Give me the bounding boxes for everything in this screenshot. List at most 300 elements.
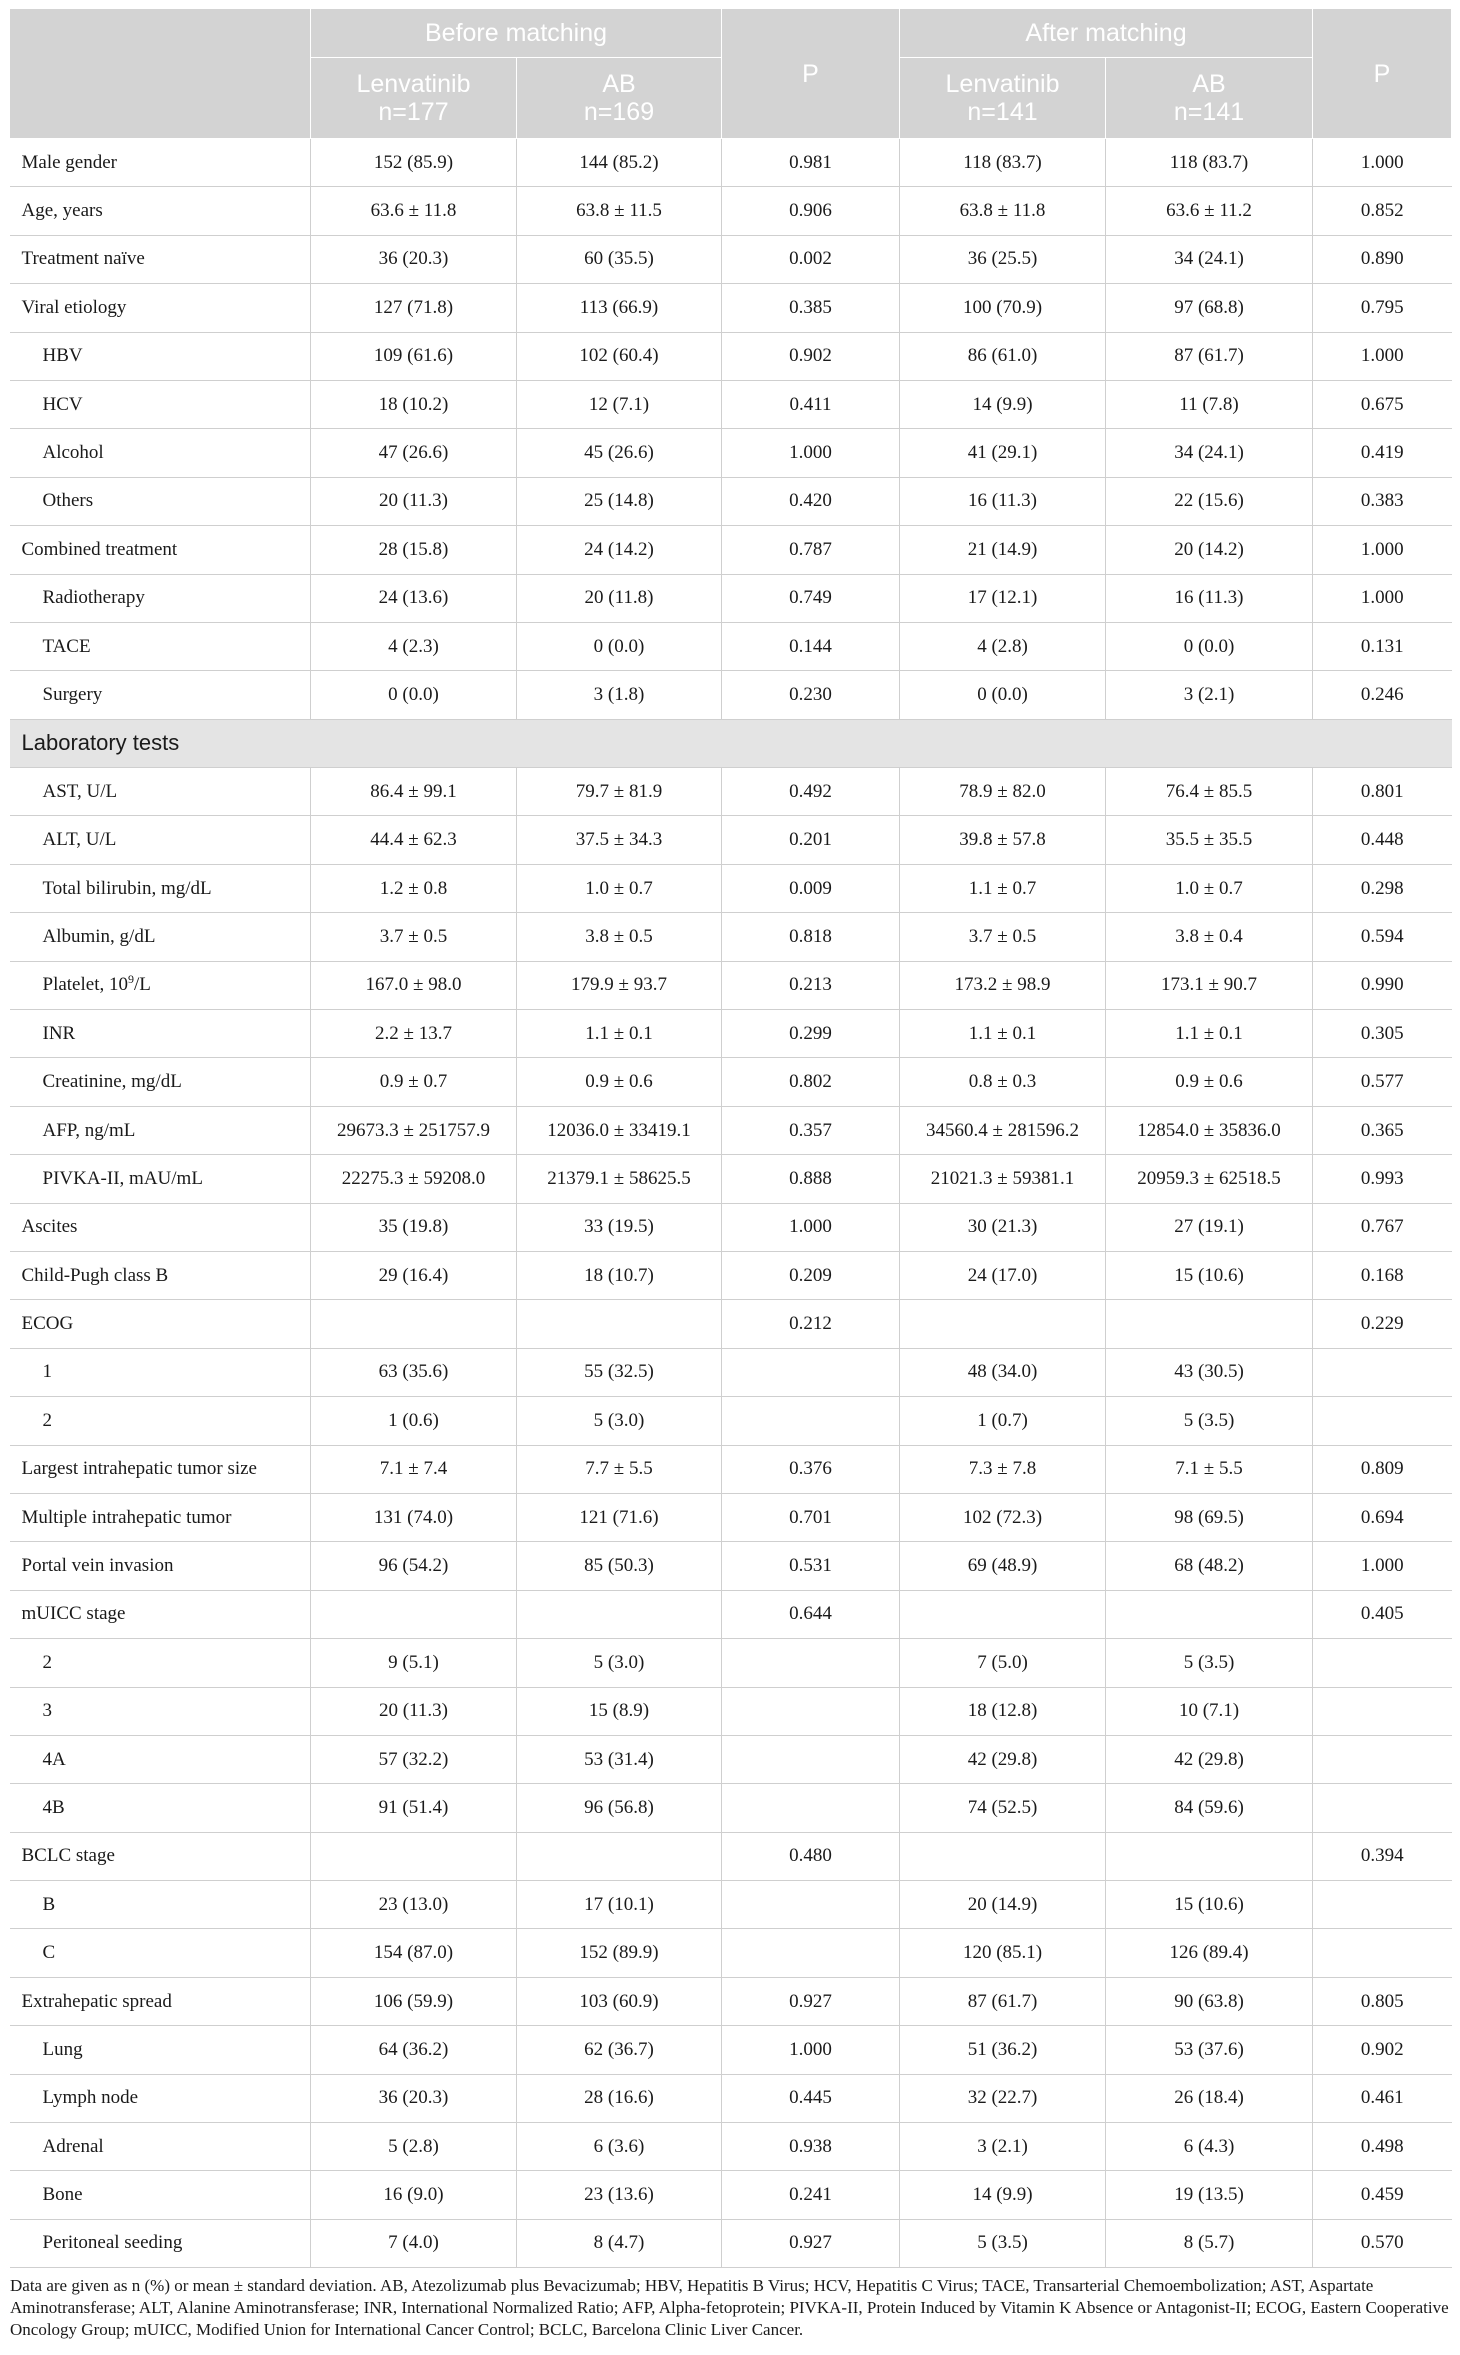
row-label-text: Multiple intrahepatic tumor xyxy=(21,1506,232,1528)
table-row xyxy=(10,1203,1452,1251)
after-ab-cell xyxy=(1106,1832,1313,1880)
row-label-text: Others xyxy=(42,490,94,512)
row-label-text: Treatment naïve xyxy=(21,248,145,270)
before-lenvatinib-cell: 20 (11.3) xyxy=(311,1687,517,1735)
header-p-after: P xyxy=(1313,9,1452,139)
before-lenvatinib-cell: 47 (26.6) xyxy=(311,429,517,477)
row-label xyxy=(10,622,311,670)
before-ab-cell: 23 (13.6) xyxy=(517,2171,722,2219)
row-label xyxy=(10,816,311,864)
table-row xyxy=(10,429,1452,477)
after-lenvatinib-cell: 18 (12.8) xyxy=(900,1687,1106,1735)
row-label-text: 2 xyxy=(42,1409,52,1431)
before-lenvatinib-cell: 131 (74.0) xyxy=(311,1493,517,1541)
before-ab-cell: 17 (10.1) xyxy=(517,1881,722,1929)
row-label xyxy=(10,526,311,574)
row-label-text: Total bilirubin, mg/dL xyxy=(42,877,212,899)
header-after-matching: After matching xyxy=(900,9,1313,58)
after-p-value: 1.000 xyxy=(1313,1542,1452,1590)
after-ab-cell: 98 (69.5) xyxy=(1106,1493,1313,1541)
after-lenvatinib-cell: 173.2 ± 98.9 xyxy=(900,961,1106,1009)
section-row xyxy=(10,719,1452,767)
after-p-value: 0.168 xyxy=(1313,1251,1452,1299)
before-p-value: 0.888 xyxy=(722,1155,900,1203)
table-row xyxy=(10,574,1452,622)
table-row xyxy=(10,1397,1452,1445)
after-p-value: 0.675 xyxy=(1313,380,1452,428)
after-lenvatinib-cell: 14 (9.9) xyxy=(900,2171,1106,2219)
row-label-text: mUICC stage xyxy=(21,1603,126,1625)
before-ab-cell: 25 (14.8) xyxy=(517,477,722,525)
row-label xyxy=(10,1397,311,1445)
before-ab-cell: 0 (0.0) xyxy=(517,622,722,670)
before-lenvatinib-cell: 96 (54.2) xyxy=(311,1542,517,1590)
row-label-text: AFP, ng/mL xyxy=(42,1119,136,1141)
before-p-value: 0.144 xyxy=(722,622,900,670)
after-p-value: 0.890 xyxy=(1313,235,1452,283)
before-p-value: 0.009 xyxy=(722,864,900,912)
table-row xyxy=(10,1155,1452,1203)
after-lenvatinib-cell: 118 (83.7) xyxy=(900,139,1106,187)
before-p-value: 0.212 xyxy=(722,1300,900,1348)
table-row xyxy=(10,1784,1452,1832)
row-label xyxy=(10,1735,311,1783)
row-label-text: TACE xyxy=(42,635,91,657)
table-row xyxy=(10,1977,1452,2025)
after-p-value: 0.405 xyxy=(1313,1590,1452,1638)
table-row xyxy=(10,2219,1452,2267)
before-ab-cell: 1.1 ± 0.1 xyxy=(517,1010,722,1058)
row-label xyxy=(10,235,311,283)
before-ab-cell: 179.9 ± 93.7 xyxy=(517,961,722,1009)
row-label-text: ALT, U/L xyxy=(42,829,117,851)
table-row xyxy=(10,1832,1452,1880)
before-ab-cell: 152 (89.9) xyxy=(517,1929,722,1977)
row-label xyxy=(10,1106,311,1154)
before-lenvatinib-cell: 91 (51.4) xyxy=(311,1784,517,1832)
row-label-suffix: /L xyxy=(133,974,151,996)
after-ab-cell: 22 (15.6) xyxy=(1106,477,1313,525)
before-p-value: 1.000 xyxy=(722,2026,900,2074)
after-p-value: 0.419 xyxy=(1313,429,1452,477)
row-label xyxy=(10,139,311,187)
row-label xyxy=(10,1493,311,1541)
before-lenvatinib-cell xyxy=(311,1300,517,1348)
before-p-value: 0.376 xyxy=(722,1445,900,1493)
table-row xyxy=(10,1929,1452,1977)
header-after-ab: AB n=141 xyxy=(1106,58,1313,139)
after-p-value: 0.767 xyxy=(1313,1203,1452,1251)
after-p-value: 0.570 xyxy=(1313,2219,1452,2267)
after-lenvatinib-cell: 74 (52.5) xyxy=(900,1784,1106,1832)
table-row xyxy=(10,1639,1452,1687)
after-p-value xyxy=(1313,1639,1452,1687)
row-label-text: Albumin, g/dL xyxy=(42,925,156,947)
row-label xyxy=(10,284,311,332)
after-lenvatinib-cell: 69 (48.9) xyxy=(900,1542,1106,1590)
after-ab-cell: 173.1 ± 90.7 xyxy=(1106,961,1313,1009)
before-lenvatinib-cell: 23 (13.0) xyxy=(311,1881,517,1929)
after-p-value: 0.902 xyxy=(1313,2026,1452,2074)
before-p-value: 0.787 xyxy=(722,526,900,574)
after-lenvatinib-cell: 34560.4 ± 281596.2 xyxy=(900,1106,1106,1154)
after-lenvatinib-cell: 30 (21.3) xyxy=(900,1203,1106,1251)
after-lenvatinib-cell: 5 (3.5) xyxy=(900,2219,1106,2267)
after-lenvatinib-cell xyxy=(900,1832,1106,1880)
after-ab-cell: 12854.0 ± 35836.0 xyxy=(1106,1106,1313,1154)
before-p-value: 0.492 xyxy=(722,768,900,816)
after-lenvatinib-cell xyxy=(900,1590,1106,1638)
after-p-value: 0.990 xyxy=(1313,961,1452,1009)
before-p-value: 0.802 xyxy=(722,1058,900,1106)
after-lenvatinib-cell: 7.3 ± 7.8 xyxy=(900,1445,1106,1493)
after-lenvatinib-cell: 1.1 ± 0.1 xyxy=(900,1010,1106,1058)
before-ab-cell: 5 (3.0) xyxy=(517,1397,722,1445)
before-p-value xyxy=(722,1929,900,1977)
table-row xyxy=(10,2074,1452,2122)
after-ab-cell: 90 (63.8) xyxy=(1106,1977,1313,2025)
after-ab-cell: 20 (14.2) xyxy=(1106,526,1313,574)
before-lenvatinib-cell: 63.6 ± 11.8 xyxy=(311,187,517,235)
before-p-value: 0.213 xyxy=(722,961,900,1009)
before-lenvatinib-cell: 1 (0.6) xyxy=(311,1397,517,1445)
row-label-text: Radiotherapy xyxy=(42,587,145,609)
before-lenvatinib-cell: 7 (4.0) xyxy=(311,2219,517,2267)
before-p-value xyxy=(722,1784,900,1832)
before-ab-cell: 6 (3.6) xyxy=(517,2123,722,2171)
before-lenvatinib-cell: 64 (36.2) xyxy=(311,2026,517,2074)
before-lenvatinib-cell: 152 (85.9) xyxy=(311,139,517,187)
before-ab-cell: 55 (32.5) xyxy=(517,1348,722,1396)
after-p-value: 1.000 xyxy=(1313,332,1452,380)
before-lenvatinib-cell: 167.0 ± 98.0 xyxy=(311,961,517,1009)
after-p-value: 1.000 xyxy=(1313,526,1452,574)
row-label xyxy=(10,1832,311,1880)
before-ab-cell: 37.5 ± 34.3 xyxy=(517,816,722,864)
after-lenvatinib-cell: 48 (34.0) xyxy=(900,1348,1106,1396)
row-label-text: Peritoneal seeding xyxy=(42,2232,183,2254)
after-p-value: 0.852 xyxy=(1313,187,1452,235)
before-lenvatinib-cell: 0.9 ± 0.7 xyxy=(311,1058,517,1106)
row-label-text: AST, U/L xyxy=(42,780,118,802)
header-p-before: P xyxy=(722,9,900,139)
after-ab-cell: 34 (24.1) xyxy=(1106,429,1313,477)
after-ab-cell: 7.1 ± 5.5 xyxy=(1106,1445,1313,1493)
row-label xyxy=(10,1784,311,1832)
table-row xyxy=(10,1542,1452,1590)
before-lenvatinib-cell: 0 (0.0) xyxy=(311,671,517,719)
row-label-text: Largest intrahepatic tumor size xyxy=(21,1458,257,1480)
before-lenvatinib-cell xyxy=(311,1590,517,1638)
table-row xyxy=(10,2171,1452,2219)
after-ab-cell xyxy=(1106,1590,1313,1638)
row-label xyxy=(10,477,311,525)
table-row xyxy=(10,526,1452,574)
before-lenvatinib-cell: 36 (20.3) xyxy=(311,2074,517,2122)
before-p-value: 0.201 xyxy=(722,816,900,864)
before-ab-cell: 7.7 ± 5.5 xyxy=(517,1445,722,1493)
table-body xyxy=(10,139,1452,2268)
before-ab-cell: 5 (3.0) xyxy=(517,1639,722,1687)
row-label-text: 3 xyxy=(42,1700,52,1722)
after-p-value: 0.459 xyxy=(1313,2171,1452,2219)
after-lenvatinib-cell: 1.1 ± 0.7 xyxy=(900,864,1106,912)
row-label xyxy=(10,671,311,719)
before-p-value: 0.357 xyxy=(722,1106,900,1154)
row-label xyxy=(10,1155,311,1203)
after-lenvatinib-cell: 4 (2.8) xyxy=(900,622,1106,670)
after-lenvatinib-cell: 14 (9.9) xyxy=(900,380,1106,428)
after-ab-cell: 15 (10.6) xyxy=(1106,1251,1313,1299)
before-lenvatinib-cell: 63 (35.6) xyxy=(311,1348,517,1396)
before-p-value: 0.818 xyxy=(722,913,900,961)
before-ab-cell: 144 (85.2) xyxy=(517,139,722,187)
table-row xyxy=(10,816,1452,864)
after-p-value: 0.229 xyxy=(1313,1300,1452,1348)
after-lenvatinib-cell: 3 (2.1) xyxy=(900,2123,1106,2171)
table-row xyxy=(10,1590,1452,1638)
after-ab-cell: 35.5 ± 35.5 xyxy=(1106,816,1313,864)
after-ab-cell: 1.0 ± 0.7 xyxy=(1106,864,1313,912)
row-label-text: 1 xyxy=(42,1361,52,1383)
before-ab-cell: 3.8 ± 0.5 xyxy=(517,913,722,961)
table-row xyxy=(10,961,1452,1009)
before-p-value: 1.000 xyxy=(722,1203,900,1251)
before-p-value: 0.981 xyxy=(722,139,900,187)
after-ab-cell: 63.6 ± 11.2 xyxy=(1106,187,1313,235)
after-p-value: 0.365 xyxy=(1313,1106,1452,1154)
row-label xyxy=(10,2123,311,2171)
after-ab-cell: 3 (2.1) xyxy=(1106,671,1313,719)
after-p-value: 0.383 xyxy=(1313,477,1452,525)
before-p-value: 0.938 xyxy=(722,2123,900,2171)
row-label-text: 2 xyxy=(42,1651,52,1673)
before-lenvatinib-cell: 5 (2.8) xyxy=(311,2123,517,2171)
row-label-text: PIVKA-II, mAU/mL xyxy=(42,1167,203,1189)
table-row xyxy=(10,1300,1452,1348)
row-label xyxy=(10,1881,311,1929)
before-lenvatinib-cell: 29 (16.4) xyxy=(311,1251,517,1299)
after-ab-cell: 20959.3 ± 62518.5 xyxy=(1106,1155,1313,1203)
after-p-value xyxy=(1313,1397,1452,1445)
before-lenvatinib-cell: 9 (5.1) xyxy=(311,1639,517,1687)
before-lenvatinib-cell: 7.1 ± 7.4 xyxy=(311,1445,517,1493)
before-ab-cell: 121 (71.6) xyxy=(517,1493,722,1541)
row-label xyxy=(10,1639,311,1687)
after-lenvatinib-cell: 102 (72.3) xyxy=(900,1493,1106,1541)
after-ab-cell: 84 (59.6) xyxy=(1106,1784,1313,1832)
before-p-value: 0.420 xyxy=(722,477,900,525)
table-container xyxy=(9,8,1451,2341)
after-p-value: 0.577 xyxy=(1313,1058,1452,1106)
before-p-value: 0.209 xyxy=(722,1251,900,1299)
before-ab-cell xyxy=(517,1590,722,1638)
header-after-lenvatinib: Lenvatinib n=141 xyxy=(900,58,1106,139)
after-p-value: 0.795 xyxy=(1313,284,1452,332)
after-ab-cell: 53 (37.6) xyxy=(1106,2026,1313,2074)
after-lenvatinib-cell: 20 (14.9) xyxy=(900,1881,1106,1929)
row-label xyxy=(10,1687,311,1735)
after-lenvatinib-cell: 86 (61.0) xyxy=(900,332,1106,380)
after-lenvatinib-cell xyxy=(900,1300,1106,1348)
after-p-value: 0.993 xyxy=(1313,1155,1452,1203)
row-label xyxy=(10,1977,311,2025)
table-row xyxy=(10,1251,1452,1299)
before-lenvatinib-cell: 20 (11.3) xyxy=(311,477,517,525)
table-row xyxy=(10,1348,1452,1396)
after-p-value xyxy=(1313,1735,1452,1783)
after-lenvatinib-cell: 0 (0.0) xyxy=(900,671,1106,719)
table-row xyxy=(10,2026,1452,2074)
before-ab-cell: 79.7 ± 81.9 xyxy=(517,768,722,816)
row-label-text: B xyxy=(42,1893,56,1915)
after-p-value: 0.246 xyxy=(1313,671,1452,719)
after-lenvatinib-cell: 120 (85.1) xyxy=(900,1929,1106,1977)
row-label xyxy=(10,1010,311,1058)
before-ab-cell: 63.8 ± 11.5 xyxy=(517,187,722,235)
before-ab-cell: 53 (31.4) xyxy=(517,1735,722,1783)
after-ab-cell: 68 (48.2) xyxy=(1106,1542,1313,1590)
before-ab-cell: 20 (11.8) xyxy=(517,574,722,622)
after-p-value: 0.461 xyxy=(1313,2074,1452,2122)
table-row xyxy=(10,1493,1452,1541)
before-p-value: 1.000 xyxy=(722,429,900,477)
after-ab-cell: 10 (7.1) xyxy=(1106,1687,1313,1735)
after-ab-cell: 5 (3.5) xyxy=(1106,1397,1313,1445)
after-ab-cell: 3.8 ± 0.4 xyxy=(1106,913,1313,961)
after-lenvatinib-cell: 78.9 ± 82.0 xyxy=(900,768,1106,816)
row-label-text: Alcohol xyxy=(42,442,104,464)
after-ab-cell: 0 (0.0) xyxy=(1106,622,1313,670)
table-row xyxy=(10,1106,1452,1154)
row-label-text: Surgery xyxy=(42,683,103,705)
before-ab-cell: 12036.0 ± 33419.1 xyxy=(517,1106,722,1154)
after-ab-cell: 126 (89.4) xyxy=(1106,1929,1313,1977)
after-ab-cell: 0.9 ± 0.6 xyxy=(1106,1058,1313,1106)
row-label xyxy=(10,429,311,477)
after-ab-cell xyxy=(1106,1300,1313,1348)
after-ab-cell: 5 (3.5) xyxy=(1106,1639,1313,1687)
row-label-text: 4A xyxy=(42,1748,66,1770)
after-p-value: 0.298 xyxy=(1313,864,1452,912)
before-ab-cell xyxy=(517,1300,722,1348)
before-p-value: 0.531 xyxy=(722,1542,900,1590)
after-p-value xyxy=(1313,1348,1452,1396)
row-label xyxy=(10,2074,311,2122)
after-lenvatinib-cell: 16 (11.3) xyxy=(900,477,1106,525)
before-lenvatinib-cell: 1.2 ± 0.8 xyxy=(311,864,517,912)
before-ab-cell: 103 (60.9) xyxy=(517,1977,722,2025)
before-lenvatinib-cell: 36 (20.3) xyxy=(311,235,517,283)
before-ab-cell: 113 (66.9) xyxy=(517,284,722,332)
baseline-characteristics-table xyxy=(9,8,1452,2268)
table-row xyxy=(10,768,1452,816)
before-ab-cell: 102 (60.4) xyxy=(517,332,722,380)
after-ab-cell: 87 (61.7) xyxy=(1106,332,1313,380)
after-p-value: 0.394 xyxy=(1313,1832,1452,1880)
row-label-text: Combined treatment xyxy=(21,538,178,560)
table-row xyxy=(10,913,1452,961)
row-label-text: Portal vein invasion xyxy=(21,1555,174,1577)
row-label-text: Age, years xyxy=(21,200,103,222)
before-lenvatinib-cell: 3.7 ± 0.5 xyxy=(311,913,517,961)
after-ab-cell: 43 (30.5) xyxy=(1106,1348,1313,1396)
before-p-value xyxy=(722,1881,900,1929)
before-ab-cell: 24 (14.2) xyxy=(517,526,722,574)
table-row xyxy=(10,1735,1452,1783)
after-ab-cell: 26 (18.4) xyxy=(1106,2074,1313,2122)
before-p-value: 0.906 xyxy=(722,187,900,235)
after-p-value: 1.000 xyxy=(1313,139,1452,187)
before-lenvatinib-cell: 16 (9.0) xyxy=(311,2171,517,2219)
after-ab-cell: 6 (4.3) xyxy=(1106,2123,1313,2171)
row-label-text: Bone xyxy=(42,2184,83,2206)
after-lenvatinib-cell: 41 (29.1) xyxy=(900,429,1106,477)
row-label xyxy=(10,2026,311,2074)
after-lenvatinib-cell: 7 (5.0) xyxy=(900,1639,1106,1687)
after-p-value: 0.305 xyxy=(1313,1010,1452,1058)
row-label-text: C xyxy=(42,1942,56,1964)
header-before-lenvatinib: Lenvatinib n=177 xyxy=(311,58,517,139)
row-label-text: Adrenal xyxy=(42,2135,104,2157)
after-ab-cell: 11 (7.8) xyxy=(1106,380,1313,428)
after-p-value: 0.801 xyxy=(1313,768,1452,816)
row-label-text: Male gender xyxy=(21,151,117,173)
after-lenvatinib-cell: 3.7 ± 0.5 xyxy=(900,913,1106,961)
row-label xyxy=(10,2219,311,2267)
after-ab-cell: 97 (68.8) xyxy=(1106,284,1313,332)
table-row xyxy=(10,864,1452,912)
row-label-superscript: 9 xyxy=(127,972,134,987)
before-p-value xyxy=(722,1397,900,1445)
row-label-text: Platelet, 10 xyxy=(42,974,128,996)
after-lenvatinib-cell: 42 (29.8) xyxy=(900,1735,1106,1783)
after-lenvatinib-cell: 21021.3 ± 59381.1 xyxy=(900,1155,1106,1203)
before-lenvatinib-cell: 154 (87.0) xyxy=(311,1929,517,1977)
after-ab-cell: 76.4 ± 85.5 xyxy=(1106,768,1313,816)
table-row xyxy=(10,284,1452,332)
before-p-value: 0.230 xyxy=(722,671,900,719)
before-ab-cell: 0.9 ± 0.6 xyxy=(517,1058,722,1106)
before-lenvatinib-cell: 24 (13.6) xyxy=(311,574,517,622)
row-label xyxy=(10,1929,311,1977)
table-footnote: Data are given as n (%) or mean ± standard deviation. AB, Atezolizumab plus Bevacizumab; HBV, Hepatitis B Virus; HCV, Hepatitis C Virus; TACE, Transarterial Chemoembolization; AST, Aspartate Aminotransferase; ALT, Alanine Aminotransferase; INR, International Normalized Ratio; AFP, Alpha-fetoprotein; PIVKA-II, Protein Induced by Vitamin K Absence or Antagonist-II; ECOG, Eastern Cooperative Oncology Group; mUICC, Modified Union for International Cancer Control; BCLC, Barcelona Clinic Liver Cancer. xyxy=(10,2276,1449,2340)
before-ab-cell: 85 (50.3) xyxy=(517,1542,722,1590)
before-p-value: 0.480 xyxy=(722,1832,900,1880)
table-row xyxy=(10,1058,1452,1106)
row-label xyxy=(10,1445,311,1493)
before-lenvatinib-cell: 106 (59.9) xyxy=(311,1977,517,2025)
row-label xyxy=(10,1590,311,1638)
after-p-value: 0.594 xyxy=(1313,913,1452,961)
before-ab-cell: 62 (36.7) xyxy=(517,2026,722,2074)
before-lenvatinib-cell: 44.4 ± 62.3 xyxy=(311,816,517,864)
before-lenvatinib-cell xyxy=(311,1832,517,1880)
row-label-text: Lung xyxy=(42,2038,83,2060)
before-lenvatinib-cell: 86.4 ± 99.1 xyxy=(311,768,517,816)
before-lenvatinib-cell: 22275.3 ± 59208.0 xyxy=(311,1155,517,1203)
after-p-value xyxy=(1313,1687,1452,1735)
before-p-value: 0.927 xyxy=(722,1977,900,2025)
table-header xyxy=(10,9,1452,139)
row-label xyxy=(10,187,311,235)
row-label xyxy=(10,913,311,961)
before-p-value: 0.749 xyxy=(722,574,900,622)
after-ab-cell: 15 (10.6) xyxy=(1106,1881,1313,1929)
before-p-value: 0.902 xyxy=(722,332,900,380)
row-label xyxy=(10,864,311,912)
row-label xyxy=(10,1203,311,1251)
